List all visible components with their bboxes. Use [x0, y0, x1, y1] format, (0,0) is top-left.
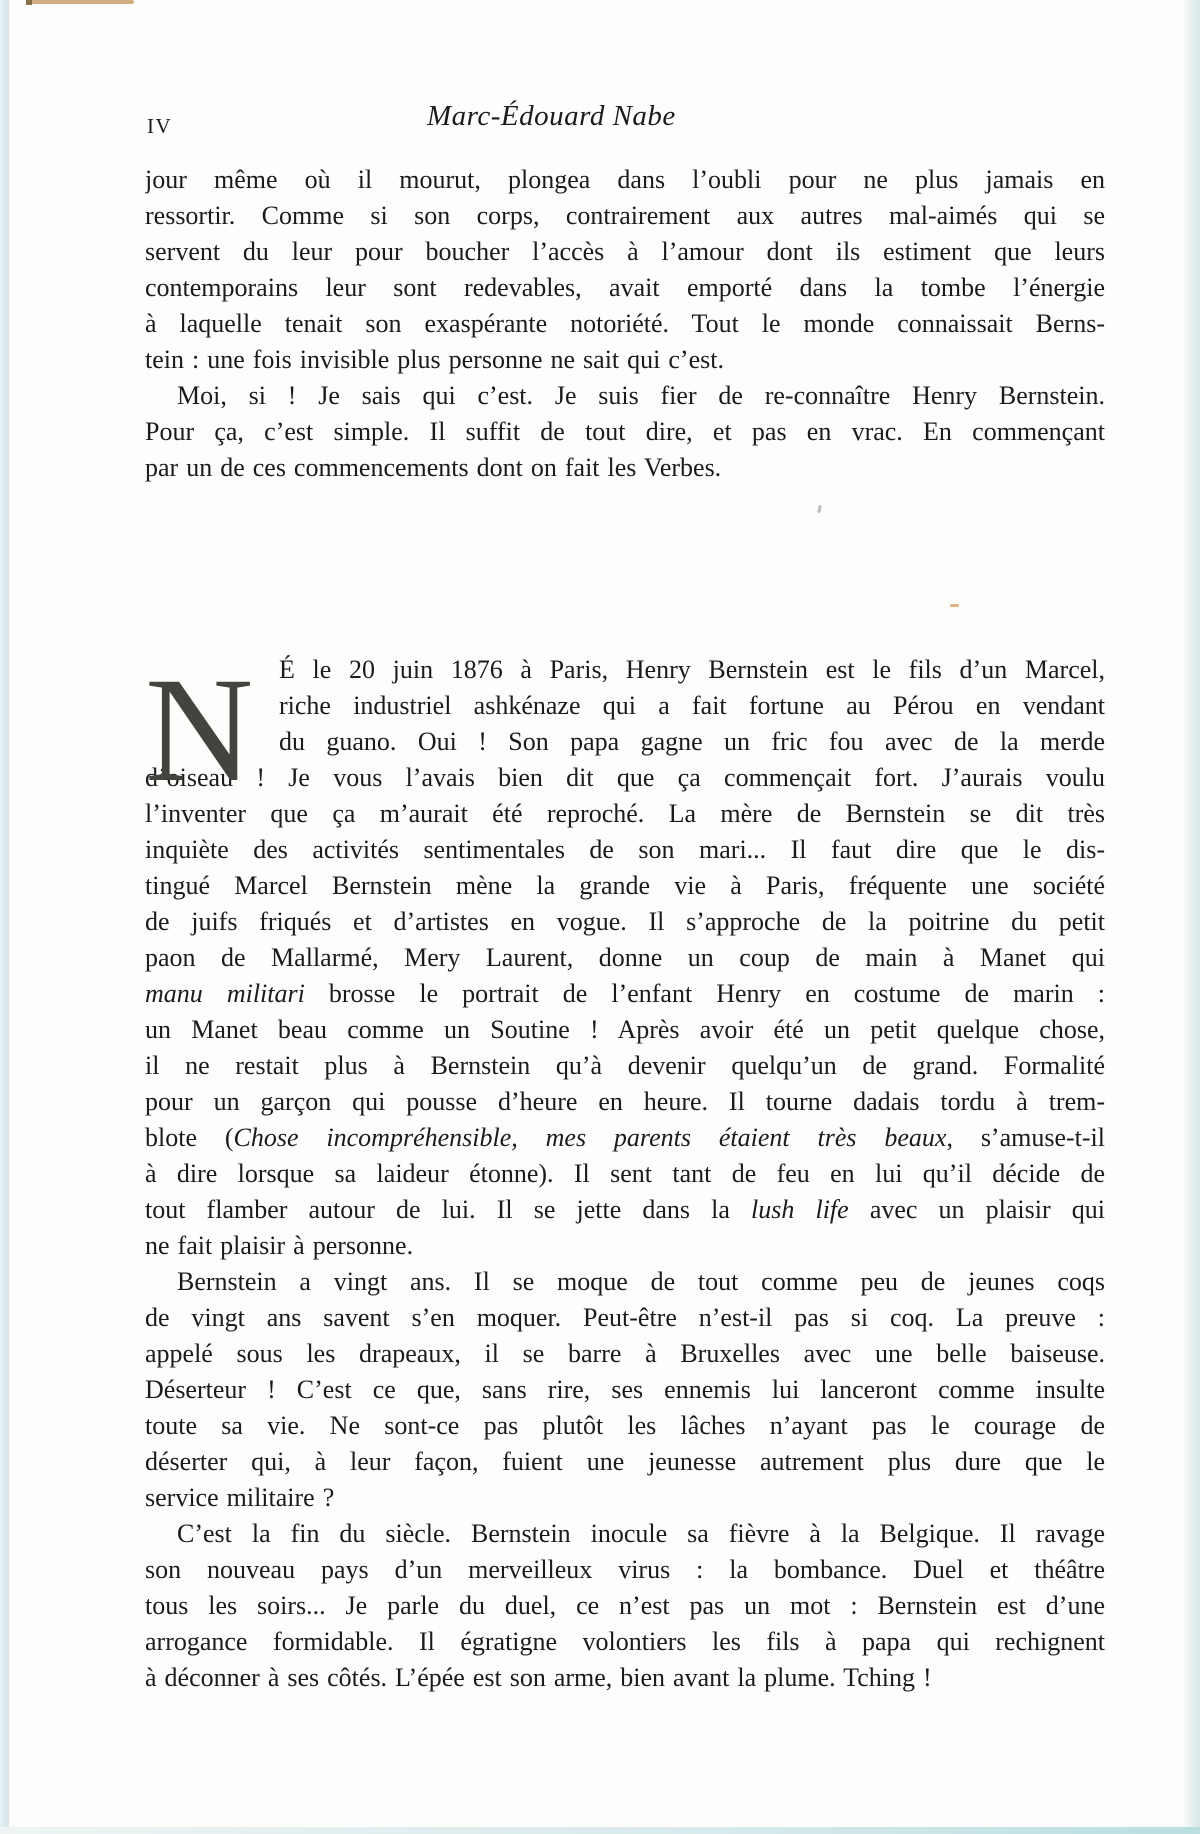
text-segment: ne fait plaisir à personne. [145, 1231, 414, 1260]
drop-cap-letter: N [145, 647, 254, 813]
text-line [145, 1552, 1105, 1588]
scan-edge-bottom [0, 1827, 1200, 1834]
text-segment: Bernstein a vingt ans. Il se moque de tout comme peu de jeunes coqs [177, 1267, 1105, 1296]
text-column [145, 98, 1105, 1696]
text-segment: paon de Mallarmé, Mery Laurent, donne un coup de main à Manet qui [145, 943, 1105, 972]
text-segment: blote ( [145, 1123, 234, 1152]
text-line [145, 1516, 1105, 1552]
text-segment: pour un garçon qui pousse d’heure en heure. Il tourne dadais tordu à trem- [145, 1087, 1105, 1116]
text-line [145, 1480, 1105, 1516]
text-line [145, 868, 1105, 904]
text-segment: inquiète des activités sentimentales de son mari... Il faut dire que le dis- [145, 835, 1105, 864]
text-segment: l’inventer que ça m’aurait été reproché. La mère de Bernstein se dit très [145, 799, 1105, 828]
paragraph [145, 378, 1105, 486]
italic-text-segment: Chose incompréhensible, mes parents étaient très beaux [233, 1123, 947, 1152]
scan-edge-right [1182, 0, 1200, 1834]
text-line [145, 1084, 1105, 1120]
text-line [145, 270, 1105, 306]
paragraph [145, 647, 1105, 1264]
text-line [145, 1120, 1105, 1156]
text-segment: É le 20 juin 1876 à Paris, Henry Bernstein est le fils d’un Marcel, [279, 655, 1105, 684]
text-line [145, 162, 1105, 198]
text-segment: à dire lorsque sa laideur étonne). Il sent tant de feu en lui qu’il décide de [145, 1159, 1105, 1188]
text-segment: tout flamber autour de lui. Il se jette dans la [145, 1195, 752, 1224]
text-segment: par un de ces commencements dont on fait les Verbes. [145, 453, 722, 482]
text-segment: de juifs friqués et d’artistes en vogue. Il s’approche de la poitrine du petit [145, 907, 1105, 936]
text-line [145, 1408, 1105, 1444]
text-segment: d’oiseau ! Je vous l’avais bien dit que ça commençait fort. J’aurais voulu [145, 763, 1105, 792]
text-line [145, 378, 1105, 414]
text-segment: un Manet beau comme un Soutine ! Après avoir été un petit quelque chose, [145, 1015, 1105, 1044]
text-segment: jour même où il mourut, plongea dans l’oubli pour ne plus jamais en [145, 165, 1105, 194]
scan-edge-left-line [7, 0, 9, 1834]
italic-text-segment: manu militari [145, 979, 305, 1008]
text-line [145, 688, 1105, 724]
text-segment: appelé sous les drapeaux, il se barre à Bruxelles avec une belle baiseuse. [145, 1339, 1105, 1368]
text-line [145, 1444, 1105, 1480]
text-segment: contemporains leur sont redevables, avait emporté dans la tombe l’énergie [145, 273, 1105, 302]
text-segment: , s’amuse-t-il [946, 1123, 1105, 1152]
text-line [145, 342, 1105, 378]
text-line [145, 414, 1105, 450]
text-segment: Déserteur ! C’est ce que, sans rire, ses ennemis lui lanceront comme insulte [145, 1375, 1105, 1404]
text-line [145, 1624, 1105, 1660]
text-segment: du guano. Oui ! Son papa gagne un fric fou avec de la merde [279, 727, 1105, 756]
text-line [145, 1156, 1105, 1192]
text-line [145, 234, 1105, 270]
scan-mark-tan-dark [26, 0, 32, 5]
text-segment: brosse le portrait de l’enfant Henry en costume de marin : [304, 979, 1105, 1008]
section-break [145, 486, 1105, 652]
text-segment: Pour ça, c’est simple. Il suffit de tout dire, et pas en vrac. En commençant [145, 417, 1105, 446]
text-segment: arrogance formidable. Il égratigne volontiers les fils à papa qui rechignent [145, 1627, 1105, 1656]
italic-text-segment: lush life [751, 1195, 849, 1224]
text-segment: son nouveau pays d’un merveilleux virus : la bombance. Duel et théâtre [145, 1555, 1105, 1584]
text-line [145, 1228, 1105, 1264]
text-line [145, 1660, 1105, 1696]
text-line [145, 1300, 1105, 1336]
text-line [145, 832, 1105, 868]
text-segment: C’est la fin du siècle. Bernstein inocule sa fièvre à la Belgique. Il ravage [177, 1519, 1105, 1548]
body-text [145, 162, 1105, 1696]
text-line [145, 1588, 1105, 1624]
text-line [145, 904, 1105, 940]
running-header [145, 98, 1105, 162]
text-segment: servent du leur pour boucher l’accès à l’amour dont ils estiment que leurs [145, 237, 1105, 266]
text-segment: tingué Marcel Bernstein mène la grande vie à Paris, fréquente une société [145, 871, 1105, 900]
scan-mark-tan [30, 0, 134, 4]
text-line [145, 1048, 1105, 1084]
running-title: Marc-Édouard Nabe [427, 100, 676, 132]
text-segment: avec un plaisir qui [848, 1195, 1105, 1224]
text-segment: riche industriel ashkénaze qui a fait fortune au Pérou en vendant [279, 691, 1105, 720]
text-segment: service militaire ? [145, 1483, 335, 1512]
text-line [145, 1264, 1105, 1300]
text-line [145, 760, 1105, 796]
text-segment: ressortir. Comme si son corps, contrairement aux autres mal-aimés qui se [145, 201, 1105, 230]
text-line [145, 724, 1105, 760]
text-segment: toute sa vie. Ne sont-ce pas plutôt les lâches n’ayant pas le courage de [145, 1411, 1105, 1440]
text-line [145, 306, 1105, 342]
text-segment: de vingt ans savent s’en moquer. Peut-être n’est-il pas si coq. La preuve : [145, 1303, 1105, 1332]
text-line [145, 1012, 1105, 1048]
text-segment: à déconner à ses côtés. L’épée est son arme, bien avant la plume. Tching ! [145, 1663, 932, 1692]
page-number: IV [147, 114, 173, 138]
text-segment: tein : une fois invisible plus personne ne sait qui c’est. [145, 345, 724, 374]
paragraph [145, 162, 1105, 378]
text-line [145, 1336, 1105, 1372]
text-line [145, 976, 1105, 1012]
text-line [145, 1192, 1105, 1228]
text-line [145, 198, 1105, 234]
text-line [145, 652, 1105, 688]
text-segment: déserter qui, à leur façon, fuient une jeunesse autrement plus dure que le [145, 1447, 1105, 1476]
text-line [145, 450, 1105, 486]
paragraph [145, 1264, 1105, 1516]
text-segment: Moi, si ! Je sais qui c’est. Je suis fier de re-connaître Henry Bernstein. [177, 381, 1105, 410]
text-line [145, 1372, 1105, 1408]
text-line [145, 796, 1105, 832]
text-line [145, 940, 1105, 976]
text-segment: il ne restait plus à Bernstein qu’à devenir quelqu’un de grand. Formalité [145, 1051, 1105, 1080]
text-segment: tous les soirs... Je parle du duel, ce n’est pas un mot : Bernstein est d’une [145, 1591, 1105, 1620]
text-segment: à laquelle tenait son exaspérante notoriété. Tout le monde connaissait Berns- [145, 309, 1105, 338]
paragraph [145, 1516, 1105, 1696]
